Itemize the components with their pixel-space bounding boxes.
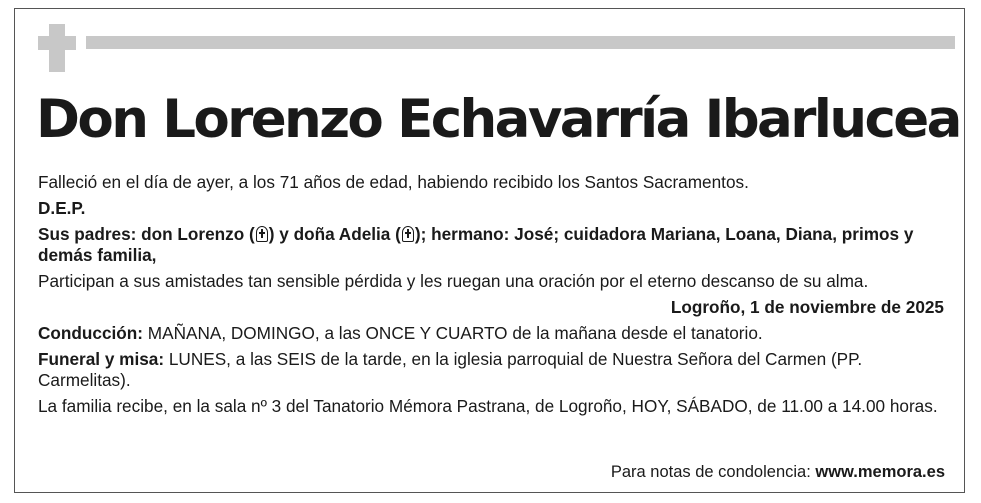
funeral-line: [38, 349, 948, 391]
family-text-part-1: Sus padres: don Lorenzo (: [38, 224, 255, 244]
header-rule: [86, 36, 955, 49]
funeral-details: LUNES, a las SEIS de la tarde, en la iglesia parroquial de Nuestra Señora del Carmen (PP. Carmelitas).: [38, 349, 863, 390]
conduction-line: [38, 323, 948, 344]
latin-cross-icon: [38, 24, 76, 72]
death-announcement: Falleció en el día de ayer, a los 71 años de edad, habiendo recibido los Santos Sacramentos.: [38, 172, 749, 192]
website-link[interactable]: www.memora.es: [815, 463, 945, 481]
obituary-body: [38, 172, 948, 422]
condolence-label: Para notas de condolencia:: [610, 463, 816, 481]
family-text-part-3: ); hermano: José; cuidadora Mariana, Loana, Diana, primos y demás familia,: [38, 224, 914, 265]
family-text-part-2: ) y doña Adelia (: [268, 224, 401, 244]
dep-line: D.E.P.: [38, 198, 86, 218]
funeral-label: Funeral y misa:: [38, 349, 165, 369]
conduction-details: MAÑANA, DOMINGO, a las ONCE Y CUARTO de la mañana desde el tanatorio.: [143, 323, 763, 343]
condolence-footer: [611, 462, 945, 482]
deceased-cross-icon: [402, 226, 414, 242]
family-members: [38, 224, 948, 266]
prayer-request: Participan a sus amistades tan sensible pérdida y les ruegan una oración por el eterno descanso de su alma.: [38, 271, 869, 291]
place-and-date: Logroño, 1 de noviembre de 2025: [670, 297, 944, 317]
conduction-label: Conducción:: [38, 323, 144, 343]
deceased-name: Don Lorenzo Echavarría Ibarlucea: [36, 89, 960, 150]
deceased-cross-icon: [256, 226, 268, 242]
family-receives: La familia recibe, en la sala nº 3 del Tanatorio Mémora Pastrana, de Logroño, HOY, SÁBADO, de 11.00 a 14.00 horas.: [38, 396, 938, 416]
